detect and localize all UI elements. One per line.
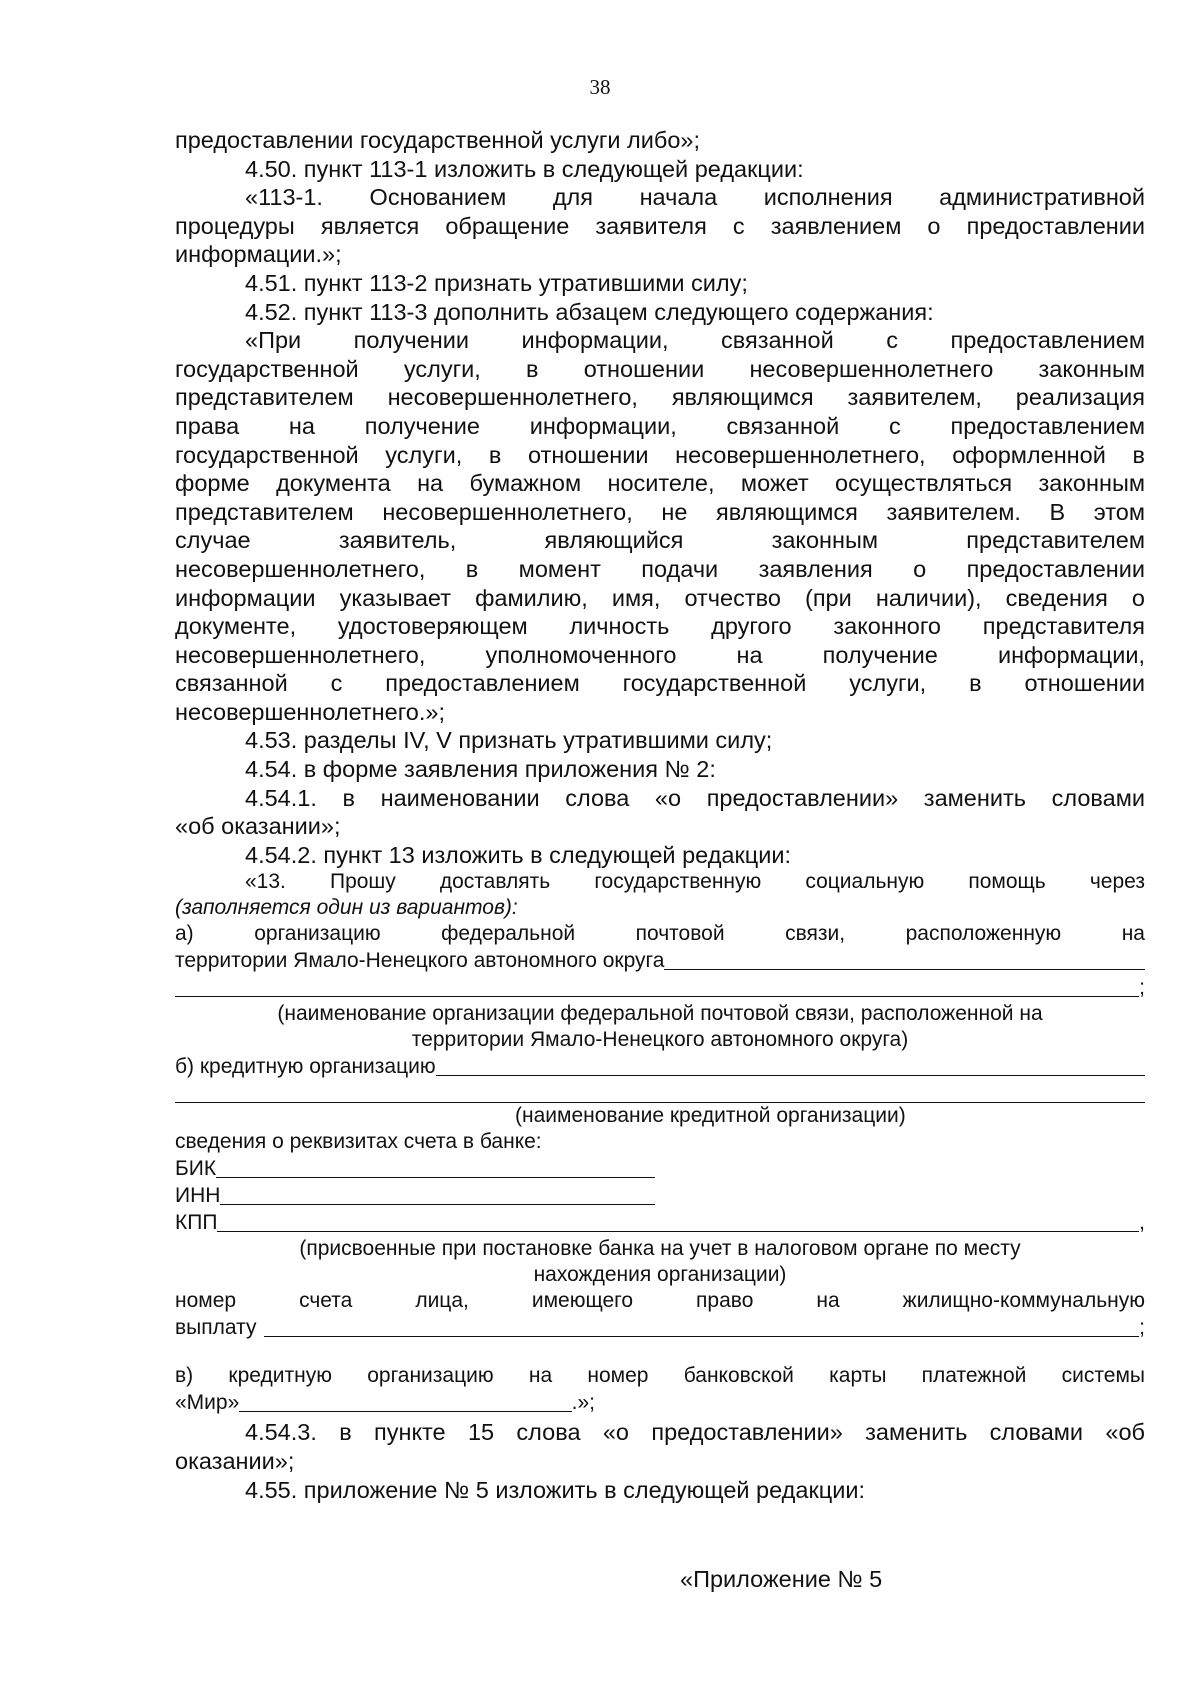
text-line: оказании»; <box>175 1448 295 1475</box>
text-line: несовершеннолетнего, в момент подачи заявления о предоставлении <box>175 555 1145 582</box>
text-line: 4.54.1. в наименовании слова «о предоставлении» заменить словами <box>245 784 1145 811</box>
field-hint: (присвоенные при постановке банка на учет в налоговом органе по месту <box>299 1237 1021 1261</box>
form-line: сведения о реквизитах счета в банке: <box>175 1130 542 1154</box>
postal-org-field <box>175 947 1145 974</box>
text-line: несовершеннолетнего.»; <box>175 698 445 725</box>
text-line: 4.51. пункт 113-2 признать утратившими силу; <box>245 269 748 296</box>
blank-line <box>436 1053 1145 1076</box>
form-line: в) кредитную организацию на номер банковской карты платежной системы <box>175 1364 1145 1388</box>
field-hint: территории Ямало-Ненецкого автономного округа) <box>411 1028 909 1052</box>
text-line: представителем несовершеннолетнего, являющимся заявителем, реализация <box>175 384 1145 411</box>
text-line: форме документа на бумажном носителе, может осуществляться законным <box>175 470 1145 497</box>
blank-line <box>220 1182 655 1205</box>
appendix-heading: «Приложение № 5 <box>680 1566 883 1592</box>
punctuation: ; <box>1139 976 1145 1000</box>
punctuation: , <box>1139 1211 1145 1235</box>
text-line: 4.55. приложение № 5 изложить в следующей редакции: <box>245 1476 865 1503</box>
text-line: информации указывает фамилию, имя, отчество (при наличии), сведения о <box>175 584 1145 611</box>
blank-line <box>664 947 1145 970</box>
blank-line <box>175 1080 1145 1103</box>
mir-card-field <box>175 1389 595 1416</box>
text-line: представителем несовершеннолетнего, не являющимся заявителем. В этом <box>175 498 1145 525</box>
form-label: БИК <box>175 1157 217 1181</box>
page-number: 38 <box>589 75 611 99</box>
punctuation: ; <box>1139 1316 1145 1340</box>
form-label: ИНН <box>175 1184 221 1208</box>
text-line: связанной с предоставлением государственной услуги, в отношении <box>175 670 1145 697</box>
blank-line <box>175 974 1139 997</box>
document-body <box>175 126 1145 1504</box>
form-line: (заполняется один из вариантов): <box>175 896 518 920</box>
field-hint: нахождения организации) <box>533 1263 787 1287</box>
text-line: 4.53. разделы IV, V признать утратившими силу; <box>245 727 773 754</box>
blank-line <box>239 1389 571 1412</box>
blank-line <box>217 1209 1139 1232</box>
text-line: несовершеннолетнего, уполномоченного на получение информации, <box>175 641 1145 668</box>
text-line: информации.»; <box>175 241 342 268</box>
text-line: 4.52. пункт 113-3 дополнить абзацем следующего содержания: <box>245 298 934 325</box>
form-line: «13. Прошу доставлять государственную социальную помощь через <box>245 870 1145 894</box>
punctuation: .»; <box>571 1391 595 1415</box>
text-line: «113-1. Основанием для начала исполнения административной <box>245 184 1145 211</box>
form-label: б) кредитную организацию <box>175 1055 436 1079</box>
text-line: 4.54.3. в пункте 15 слова «о предоставлении» заменить словами «об <box>245 1419 1145 1446</box>
text-line: предоставлении государственной услуги либо»; <box>175 127 701 153</box>
blank-line <box>216 1155 655 1178</box>
form-label: «Мир» <box>175 1391 240 1415</box>
kpp-field <box>175 1209 1145 1236</box>
form-label: выплату <box>175 1316 257 1340</box>
text-line: «При получении информации, связанной с предоставлением <box>245 327 1145 354</box>
field-hint: (наименование организации федеральной почтовой связи, расположенной на <box>277 1002 1043 1026</box>
text-line: документе, удостоверяющем личность другого законного представителя <box>175 613 1145 640</box>
text-line: 4.54.2. пункт 13 изложить в следующей редакции: <box>245 841 791 868</box>
text-line: 4.54. в форме заявления приложения № 2: <box>245 756 716 783</box>
form-line: а) организацию федеральной почтовой связи, расположенную на <box>175 922 1145 946</box>
text-line: права на получение информации, связанной с предоставлением <box>175 412 1145 439</box>
text-line: случае заявитель, являющийся законным представителем <box>175 527 1145 554</box>
account-number-field <box>175 1314 1145 1341</box>
text-line: государственной услуги, в отношении несовершеннолетнего, оформленной в <box>175 441 1145 468</box>
text-line: государственной услуги, в отношении несовершеннолетнего законным <box>175 355 1145 382</box>
form-label: территории Ямало-Ненецкого автономного округа <box>175 949 665 973</box>
postal-org-field-2 <box>175 974 1145 1001</box>
application-form-fragment <box>175 869 1145 1416</box>
inn-field <box>175 1182 655 1209</box>
text-line: процедуры является обращение заявителя с заявлением о предоставлении <box>175 212 1145 239</box>
field-hint: (наименование кредитной организации) <box>515 1104 906 1128</box>
form-label: КПП <box>175 1211 218 1235</box>
bik-field <box>175 1155 655 1182</box>
credit-org-field <box>175 1053 1145 1080</box>
form-line: номер счета лица, имеющего право на жилищно-коммунальную <box>175 1289 1145 1313</box>
blank-line <box>264 1314 1139 1337</box>
text-line: «об оказании»; <box>175 813 341 840</box>
text-line: 4.50. пункт 113-1 изложить в следующей редакции: <box>245 155 804 182</box>
